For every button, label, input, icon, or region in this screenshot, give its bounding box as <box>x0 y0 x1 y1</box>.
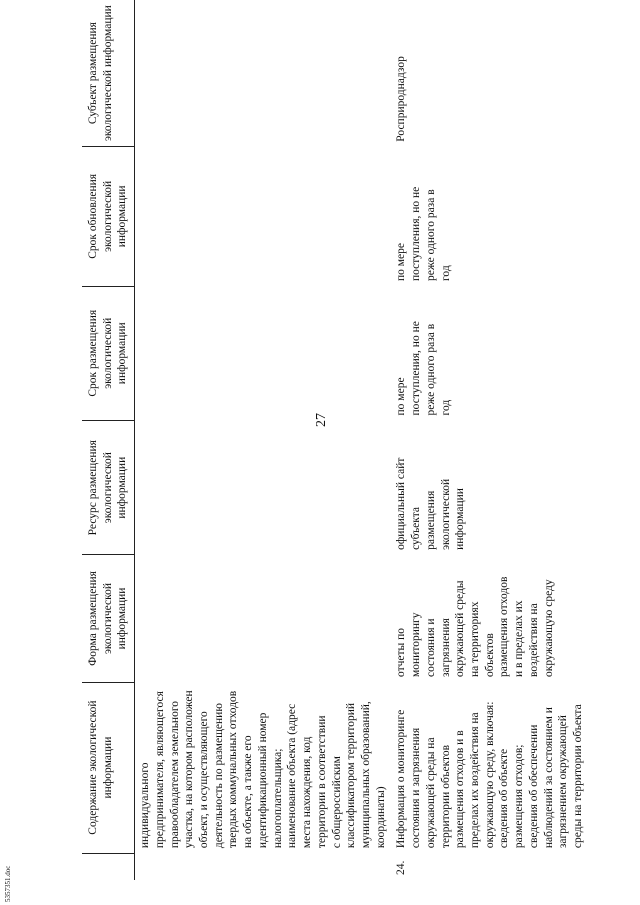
text-line: отчеты по <box>395 627 408 678</box>
text-line: окружающей среды <box>454 580 467 678</box>
page-number: 27 <box>314 413 329 427</box>
text-line: налогоплательщика; <box>271 748 284 849</box>
text-line: на территориях <box>468 601 481 678</box>
text-line: и в пределах их <box>513 600 526 678</box>
text-line: места нахождения, код <box>301 736 314 849</box>
text-line: наименование объекта (адрес <box>286 703 299 849</box>
text-line: окружающей среды на <box>424 737 437 849</box>
text-line: размещения отходов и в <box>454 730 467 849</box>
text-line: загрязнения <box>439 618 452 678</box>
text-line: участка, на котором расположен <box>183 690 196 849</box>
text-line: состояния и <box>424 618 437 678</box>
cell-update-term <box>391 147 588 286</box>
text-line: загрязнением окружающей <box>557 715 570 849</box>
row-number: 24. <box>395 860 408 875</box>
header-number <box>82 853 135 880</box>
cell-placement-term <box>391 286 588 420</box>
text-line: субъекта <box>410 507 423 550</box>
cell-form <box>391 555 588 682</box>
cell-content <box>391 682 588 853</box>
cell-resource <box>391 420 588 554</box>
header-content: Содержание экологической информации <box>82 682 135 853</box>
table-row-continuation <box>135 0 392 880</box>
cell-subject: Росприроднадзор <box>395 56 408 142</box>
document-id: 5357351.doc <box>4 865 12 902</box>
table-header-row <box>82 0 135 880</box>
header-resource: Ресурс размещения экологической информации <box>82 420 135 554</box>
text-line: предпринимателя, являющегося <box>153 691 166 849</box>
text-line: территории в соответствии <box>315 715 328 849</box>
text-line: пределах их воздействия на <box>468 712 481 849</box>
text-line: сведения об обеспечении <box>527 724 540 849</box>
text-line: по мере <box>395 243 408 282</box>
cell-empty <box>135 420 392 554</box>
text-line: с общероссийским <box>330 756 343 849</box>
cell-empty <box>135 555 392 682</box>
text-line: территории объектов <box>439 744 452 849</box>
header-subject: Субъект размещения экологической информации <box>82 0 135 147</box>
text-line: размещения отходов; <box>513 744 526 849</box>
text-line: объект, и осуществляющего <box>198 711 211 849</box>
text-line: муниципальных образований, <box>359 701 372 849</box>
text-line: год <box>439 265 452 282</box>
cell-empty <box>135 286 392 420</box>
cell-empty <box>135 0 392 147</box>
text-line: поступления, но не <box>410 321 423 416</box>
text-line: по мере <box>395 377 408 416</box>
text-line: сведения об объекте <box>498 748 511 849</box>
rotated-table-container <box>82 0 640 880</box>
text-line: размещения отходов <box>498 576 511 678</box>
text-line: состояния и загрязнения <box>410 727 423 849</box>
text-line: наблюдений за состоянием и <box>542 707 555 849</box>
text-line: твердых коммунальных отходов <box>227 690 240 849</box>
text-line: реже одного раза в <box>424 323 437 416</box>
text-line: идентификационный номер <box>256 712 269 849</box>
text-line: окружающую среду, включая: <box>483 701 496 849</box>
cell-number <box>135 853 392 880</box>
text-line: информации <box>454 488 467 550</box>
text-line: среды на территории объекта <box>572 704 584 849</box>
cell-content-continuation <box>135 682 392 853</box>
text-line: окружающую среду <box>542 579 555 678</box>
text-line: индивидуального <box>139 762 152 849</box>
cell-empty <box>135 147 392 286</box>
text-line: координаты) <box>374 786 387 849</box>
header-update-term: Срок обновления экологической информации <box>82 147 135 286</box>
text-line: Информация о мониторинге <box>395 709 408 849</box>
text-line: объектов <box>483 633 496 678</box>
header-placement-term: Срок размещения экологической информации <box>82 286 135 420</box>
text-line: мониторингу <box>410 612 423 678</box>
text-line: год <box>439 399 452 416</box>
text-line: поступления, но не <box>410 186 423 282</box>
text-line: правообладателем земельного <box>168 700 181 849</box>
text-line: классификатором территорий <box>345 702 358 849</box>
text-line: экологической <box>439 478 452 550</box>
text-line: воздействия на <box>527 603 540 678</box>
text-line: размещения <box>424 490 437 550</box>
header-form: Форма размещения экологической информации <box>82 555 135 682</box>
table-row-24 <box>391 0 588 880</box>
text-line: на объекте, а также его <box>242 735 255 849</box>
text-line: реже одного раза в <box>424 189 437 282</box>
environmental-info-table <box>82 0 589 880</box>
text-line: деятельность по размещению <box>212 703 225 849</box>
text-line: официальный сайт <box>395 457 408 550</box>
